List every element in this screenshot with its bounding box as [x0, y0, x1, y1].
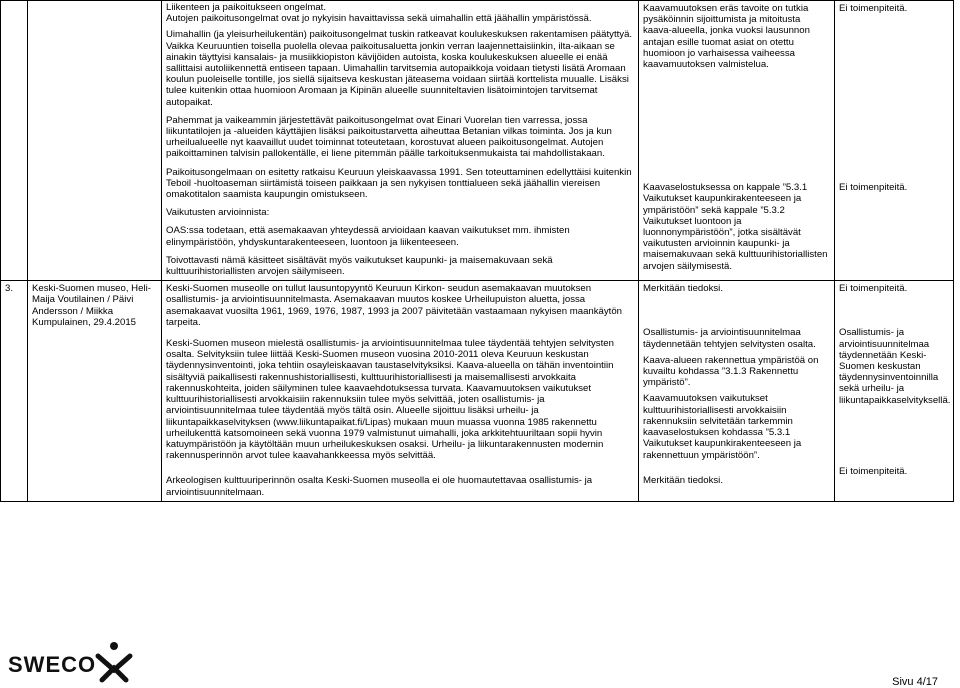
response-cell: [639, 281, 835, 501]
response-paragraph: Merkitään tiedoksi.: [643, 283, 723, 295]
table-row: [1, 281, 954, 501]
page-number: Sivu 4/17: [892, 676, 938, 688]
row-number-cell: 3.: [1, 281, 28, 501]
response-paragraph: Osallistumis- ja arviointisuunnitelmaa täydennetään tehtyjen selvitysten osalta.: [643, 327, 816, 350]
logo-wordmark: SWECO: [8, 652, 97, 677]
response-paragraph: Kaavaselostuksessa on kappale ”5.3.1 Vaikutukset kaupunkirakenteeseen ja ympäristöön” sekä kappale ”5.3.2 Vaikutukset luontoon ja luonnonympäristöön”, jotka sisältävät vaikutusten arvioinnin kaupunki- ja maisemakuvaan sekä kulttuurihistoriallisten arvojen säilymisestä.: [643, 182, 828, 272]
statement-paragraph: Toivottavasti nämä käsitteet sisältävät myös vaikutukset kaupunki- ja maisemakuvaan sekä kulttuurihistoriallisten arvojen säilymiseen.: [166, 254, 553, 278]
sender-cell: [28, 1, 162, 281]
statement-paragraph: Arkeologisen kulttuuriperinnön osalta Keski-Suomen museolla ei ole huomautettavaa osallistumis- ja arviointisuunnitelmaan.: [166, 475, 593, 498]
response-paragraph: Merkitään tiedoksi.: [643, 474, 723, 486]
action-cell: [835, 1, 954, 281]
response-paragraph: Kaavamuutoksen eräs tavoite on tutkia pysäköinnin sijoittumista ja mitoitusta kaava-alueella, jonka vuoksi lausunnon antajan esille tuomat asiat on otettu huomioon jo varhaisessa vaiheessa kaavamuutoksen valmistelua.: [643, 3, 810, 71]
statement-paragraph: Vaikutusten arvioinnista:: [166, 207, 270, 219]
statement-paragraph: Keski-Suomen museolle on tullut lausuntopyyntö Keuruun Kirkon- seudun asemakaavan muutoksen osallistumis- ja arviointisuunnitelmasta. Asemakaavan muutos koskee Urheilupuiston aluetta, jossa asemakaavat vuosilta 1961, 1969, 1976, 1987, 1993 ja 2007 päivitetään vastaamaan nykyisen maankäytön tarpeita.: [166, 283, 623, 328]
response-paragraph: Kaavamuutoksen vaikutukset kulttuurihistoriallisesti arvokkaisiin rakennuksiin selvitetään tarkemmin kaavaselostuksen kohdassa ”5.3.1 Vaikutukset kaupunkirakenteeseen ja rakennettuun ympäristöön”.: [643, 393, 802, 461]
row-number-cell: [1, 1, 28, 281]
statement-cell: [162, 1, 639, 281]
action-paragraph: Ei toimenpiteitä.: [839, 465, 908, 477]
statement-paragraph: Pahemmat ja vaikeammin järjestettävät paikoitusongelmat ovat Einari Vuorelan tien varressa, jossa liikuntatilojen ja -alueiden käyttäjien lisäksi paikoitustarvetta aiheuttaa Betanian vilkas toiminta. Jos ja kun urheilualueelle nyt kaavaillut uudet toiminnat toteutetaan, korostuvat alueen paikoitusongelmat. Autojen paikoittaminen talvisin pallokentälle, ei liene pitemmän päälle tarkoituksenmukaista tai mahdollistakaan.: [166, 114, 612, 160]
statement-paragraph: OAS:ssa todetaan, että asemakaavan yhteydessä arvioidaan kaavan vaikutukset mm. ihmisten elinympäristöön, yhdyskuntarakenteeseen, luontoon ja liikenteeseen.: [166, 225, 570, 248]
statement-paragraph: Keski-Suomen museon mielestä osallistumis- ja arviointisuunnitelmaa tulee täydentää tehtyjen selvitysten osalta. Selvityksiin tulee liittää Keski-Suomen museon vuosina 2010-2011 oleva Keuruun keskustan täydennysinventointi, joka tehtiin osayleiskaavan taustaselvityksiksi. Kaava-alueella on tähän inventointiin sisältyviä paikallisesti rakennushistoriallisesti, kulttuurihistoriallisesti ja maisemallisesti arvokkaita rakennuskohteita, joiden säilyminen tulee kaavaehdotuksessa turvata. Kaavamuutoksen vaikutukset kulttuurihistoriallisesti arvokkaisiin rakennuksiin tulee myös selvittää, joten osallistumis- ja arviointisuunnitelmaa tulee täydentää myös tältä osin. Alueelle sijoittuu lisäksi urheilu- ja liikuntapaikkaselvityksen (www.liikuntapaikat.fi/Lipas) mukaan muun muassa vuonna 1985 rakennettu urheilukenttä katsomoineen sekä vuonna 1979 valmistunut uimahalli, joka arkkitehtuuriltaan sopii hyvin katuympäristöön ja käytöltään muun urheilukeskuksen osaksi. Urheilu- ja liikuntarakennusten modernin rakennusperinnön arvot tulee kaavahankkeessa myös selvittää.: [166, 338, 614, 462]
sweco-logo: [8, 640, 148, 684]
statement-paragraph: Liikenteen ja paikoitukseen ongelmat.: [166, 2, 327, 13]
action-paragraph: Ei toimenpiteitä.: [839, 283, 908, 295]
statement-paragraph: Autojen paikoitusongelmat ovat jo nykyisin havaittavissa sekä uimahallin että jäähallin ympäristössä.: [166, 13, 592, 25]
action-paragraph: Ei toimenpiteitä.: [839, 182, 908, 194]
statement-paragraph: Uimahallin (ja yleisurheilukentän) paikoitusongelmat tuskin ratkeavat koulukeskuksen rakentamisen päätyttyä. Vaikka Keuruuntien toisella puolella olevaa paikoitusaluetta jonkin verran laajennettaisiinkin, ilta-aikaan se ainakin täyttyisi kansalais- ja musiikkiopiston kävijöiden autoista, koska koulukeskuksen alueelle ei enää sallittaisi autoliikennettä entiseen tapaan. Uimahallin tarvitsemia autopaikkoja voidaan tietysti lisätä Aromaan koulun puoleiselle tontille, jos siellä sijaitseva keskustan jäteasema voidaan siirtää korttelista muualle. Lisäksi tulee kuitenkin ottaa huomioon Aromaan ja Kipinän alueelle suunniteltavien lisätoimintojen tarvitsemat autopaikat.: [166, 29, 633, 108]
sender-cell: Keski-Suomen museo, Heli-Maija Voutilainen / Päivi Andersson / Miikka Kumpulainen, 29.4.2015: [28, 281, 162, 501]
action-cell: [835, 281, 954, 501]
response-cell: [639, 1, 835, 281]
sweco-emblem-icon: [94, 640, 134, 684]
statement-cell: [162, 281, 639, 501]
action-paragraph: Ei toimenpiteitä.: [839, 3, 908, 14]
action-paragraph: Osallistumis- ja arviointisuunnitelmaa täydennetään Keski-Suomen keskustan täydennysinventoinnilla sekä urheilu- ja liikuntapaikkaselvityksellä.: [839, 327, 951, 406]
response-paragraph: Kaava-alueen rakennettua ympäristöä on kuvailtu kohdassa ”3.1.3 Rakennettu ympäristö”.: [643, 354, 819, 389]
statement-paragraph: Paikoitusongelmaan on esitetty ratkaisu Keuruun yleiskaavassa 1991. Sen toteuttaminen edellyttäisi kuitenkin Teboil -huoltoaseman siirtämistä toiseen paikkaan ja sen nykyisen tonttialueen sekä jäähallin viereisen omakotitalon saamista kaupungin omistukseen.: [166, 166, 632, 201]
table-row: [1, 1, 954, 281]
